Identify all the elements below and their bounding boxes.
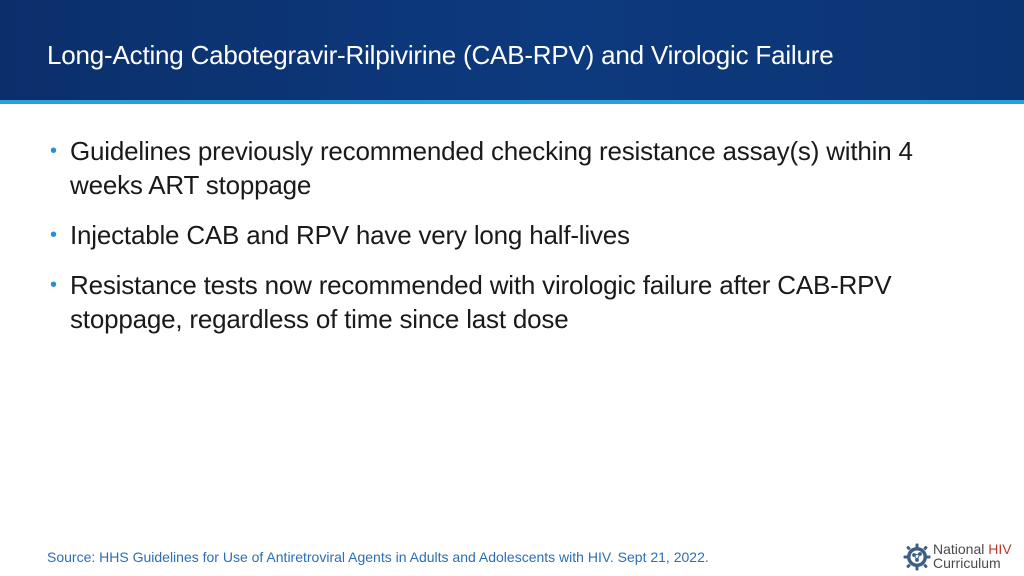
bullet-item	[48, 218, 948, 252]
national-hiv-curriculum-logo	[903, 542, 1021, 572]
bullet-marker-icon: •	[50, 140, 57, 162]
bullet-text: Guidelines previously recommended checking resistance assay(s) within 4 weeks ART stoppage	[70, 136, 913, 200]
bullet-item	[48, 134, 948, 202]
logo-word-hiv: HIV	[988, 541, 1012, 557]
bullet-marker-icon: •	[50, 274, 57, 296]
logo-word-curriculum: Curriculum	[933, 555, 1001, 571]
header-divider	[0, 100, 1024, 104]
source-citation: Source: HHS Guidelines for Use of Antiretroviral Agents in Adults and Adolescents with HIV. Sept 21, 2022.	[47, 549, 709, 565]
bullet-list	[48, 134, 948, 352]
bullet-text: Resistance tests now recommended with virologic failure after CAB-RPV stoppage, regardless of time since last dose	[70, 270, 892, 334]
gear-network-icon	[903, 543, 931, 571]
bullet-item	[48, 268, 948, 336]
logo-wordmark	[933, 542, 1012, 570]
bullet-marker-icon: •	[50, 224, 57, 246]
logo-word-national: National	[933, 541, 985, 557]
slide-title: Long-Acting Cabotegravir-Rilpivirine (CAB-RPV) and Virologic Failure	[47, 40, 834, 70]
bullet-text: Injectable CAB and RPV have very long half-lives	[70, 220, 630, 250]
header-bar	[0, 0, 1024, 100]
